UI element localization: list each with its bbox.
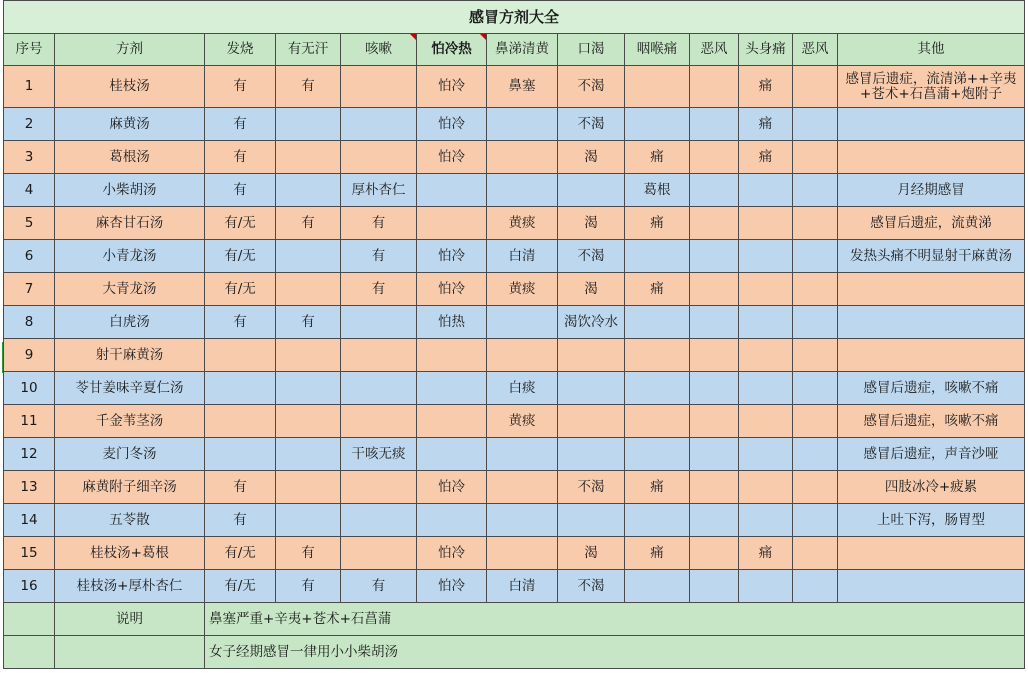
table-cell[interactable]: 四肢冰冷+疲累 xyxy=(838,471,1025,504)
table-cell[interactable] xyxy=(417,207,487,240)
table-cell[interactable]: 痛 xyxy=(625,141,690,174)
table-cell[interactable] xyxy=(487,108,558,141)
table-cell[interactable] xyxy=(625,240,690,273)
table-cell[interactable] xyxy=(793,66,838,108)
table-cell[interactable] xyxy=(487,339,558,372)
table-cell[interactable]: 怕冷 xyxy=(417,240,487,273)
table-cell[interactable] xyxy=(793,405,838,438)
table-cell[interactable] xyxy=(417,339,487,372)
table-cell[interactable] xyxy=(276,141,341,174)
table-cell[interactable]: 麦门冬汤 xyxy=(55,438,205,471)
table-cell[interactable]: 上吐下泻，肠胃型 xyxy=(838,504,1025,537)
table-cell[interactable]: 14 xyxy=(4,504,55,537)
table-cell[interactable] xyxy=(276,471,341,504)
table-cell[interactable]: 痛 xyxy=(739,108,793,141)
table-cell[interactable] xyxy=(487,306,558,339)
header-row xyxy=(4,34,1025,66)
table-cell[interactable] xyxy=(625,405,690,438)
table-cell[interactable] xyxy=(793,240,838,273)
table-cell[interactable] xyxy=(793,141,838,174)
table-cell[interactable] xyxy=(739,174,793,207)
table-cell[interactable]: 渴饮冷水 xyxy=(558,306,625,339)
table-cell[interactable]: 黄痰 xyxy=(487,207,558,240)
table-cell[interactable]: 有 xyxy=(205,108,276,141)
table-cell[interactable] xyxy=(690,438,739,471)
table-cell[interactable] xyxy=(690,570,739,603)
table-cell[interactable] xyxy=(793,570,838,603)
table-cell[interactable]: 有 xyxy=(341,570,417,603)
table-row xyxy=(4,108,1025,141)
table-cell[interactable]: 有 xyxy=(276,66,341,108)
table-cell[interactable]: 1 xyxy=(4,66,55,108)
col-header-other[interactable]: 其他 xyxy=(838,34,1025,66)
table-cell[interactable]: 痛 xyxy=(739,141,793,174)
table-cell[interactable]: 白痰 xyxy=(487,372,558,405)
table-cell[interactable]: 有 xyxy=(205,66,276,108)
table-cell[interactable]: 渴 xyxy=(558,207,625,240)
table-row xyxy=(4,405,1025,438)
table-cell[interactable]: 4 xyxy=(4,174,55,207)
table-cell[interactable]: 11 xyxy=(4,405,55,438)
table-row xyxy=(4,66,1025,108)
table-cell[interactable]: 15 xyxy=(4,537,55,570)
table-cell[interactable] xyxy=(558,438,625,471)
table-cell[interactable] xyxy=(625,306,690,339)
table-cell[interactable] xyxy=(276,438,341,471)
table-cell[interactable] xyxy=(625,372,690,405)
table-cell[interactable]: 干咳无痰 xyxy=(341,438,417,471)
table-cell[interactable] xyxy=(793,504,838,537)
col-header-throat[interactable]: 咽喉痛 xyxy=(625,34,690,66)
table-cell[interactable] xyxy=(739,207,793,240)
table-cell[interactable] xyxy=(341,66,417,108)
table-cell[interactable] xyxy=(487,141,558,174)
table-cell[interactable]: 大青龙汤 xyxy=(55,273,205,306)
table-cell[interactable]: 有 xyxy=(276,306,341,339)
table-cell[interactable] xyxy=(739,471,793,504)
table-cell[interactable]: 桂枝汤+厚朴杏仁 xyxy=(55,570,205,603)
table-cell[interactable]: 痛 xyxy=(625,537,690,570)
table-cell[interactable]: 不渴 xyxy=(558,570,625,603)
table-cell[interactable]: 有 xyxy=(276,537,341,570)
table-row xyxy=(4,537,1025,570)
table-cell[interactable] xyxy=(276,273,341,306)
table-cell[interactable]: 怕冷 xyxy=(417,108,487,141)
table-cell[interactable]: 月经期感冒 xyxy=(838,174,1025,207)
note-line-1[interactable]: 鼻塞严重+辛夷+苍术+石菖蒲 xyxy=(205,603,1025,636)
table-cell[interactable]: 痛 xyxy=(625,273,690,306)
table-cell[interactable] xyxy=(739,306,793,339)
col-header-cough[interactable]: 咳嗽 xyxy=(341,34,417,66)
table-cell[interactable] xyxy=(739,273,793,306)
table-cell[interactable] xyxy=(690,240,739,273)
table-cell[interactable] xyxy=(793,108,838,141)
table-cell[interactable] xyxy=(793,306,838,339)
table-cell[interactable]: 怕冷 xyxy=(417,141,487,174)
table-cell[interactable] xyxy=(625,108,690,141)
table-cell[interactable] xyxy=(690,66,739,108)
table-cell[interactable]: 感冒后遗症，流清涕++辛夷+苍术+石菖蒲+炮附子 xyxy=(838,66,1025,108)
table-row xyxy=(4,471,1025,504)
table-cell[interactable]: 渴 xyxy=(558,537,625,570)
table-cell[interactable] xyxy=(487,504,558,537)
table-cell[interactable] xyxy=(690,273,739,306)
table-cell[interactable] xyxy=(690,108,739,141)
table-cell[interactable]: 有 xyxy=(341,273,417,306)
table-cell[interactable] xyxy=(739,438,793,471)
table-cell[interactable] xyxy=(276,405,341,438)
table-cell[interactable] xyxy=(793,438,838,471)
table-cell[interactable] xyxy=(793,372,838,405)
table-cell[interactable] xyxy=(341,306,417,339)
table-cell[interactable]: 痛 xyxy=(739,537,793,570)
table-cell[interactable]: 有 xyxy=(205,174,276,207)
col-header-wind-aversion-2[interactable]: 恶风 xyxy=(793,34,838,66)
table-cell[interactable]: 发热头痛不明显射干麻黄汤 xyxy=(838,240,1025,273)
table-cell[interactable] xyxy=(838,141,1025,174)
table-cell[interactable]: 射干麻黄汤 xyxy=(55,339,205,372)
table-cell[interactable] xyxy=(793,339,838,372)
table-cell[interactable]: 麻杏甘石汤 xyxy=(55,207,205,240)
table-cell[interactable]: 黄痰 xyxy=(487,405,558,438)
table-cell[interactable]: 厚朴杏仁 xyxy=(341,174,417,207)
table-cell[interactable] xyxy=(793,471,838,504)
table-cell[interactable]: 怕冷 xyxy=(417,537,487,570)
table-cell[interactable]: 16 xyxy=(4,570,55,603)
table-cell[interactable] xyxy=(487,537,558,570)
table-cell[interactable] xyxy=(341,108,417,141)
table-cell[interactable]: 葛根 xyxy=(625,174,690,207)
table-cell[interactable] xyxy=(690,471,739,504)
table-cell[interactable]: 怕热 xyxy=(417,306,487,339)
table-cell[interactable]: 有 xyxy=(205,471,276,504)
table-cell[interactable]: 麻黄附子细辛汤 xyxy=(55,471,205,504)
table-cell[interactable] xyxy=(341,504,417,537)
table-cell[interactable] xyxy=(690,372,739,405)
table-cell[interactable] xyxy=(276,108,341,141)
table-cell[interactable]: 麻黄汤 xyxy=(55,108,205,141)
table-cell[interactable]: 12 xyxy=(4,438,55,471)
table-row xyxy=(4,570,1025,603)
col-header-body-ache[interactable]: 头身痛 xyxy=(739,34,793,66)
table-cell[interactable] xyxy=(625,66,690,108)
table-cell[interactable] xyxy=(838,273,1025,306)
table-cell[interactable]: 有 xyxy=(341,207,417,240)
table-row xyxy=(4,273,1025,306)
table-cell[interactable]: 感冒后遗症，咳嗽不痛 xyxy=(838,405,1025,438)
table-cell[interactable] xyxy=(558,504,625,537)
table-cell[interactable] xyxy=(793,537,838,570)
table-cell[interactable] xyxy=(558,174,625,207)
table-cell[interactable] xyxy=(739,405,793,438)
table-row xyxy=(4,141,1025,174)
table-cell[interactable] xyxy=(55,636,205,669)
col-header-formula[interactable]: 方剂 xyxy=(55,34,205,66)
table-cell[interactable]: 桂枝汤 xyxy=(55,66,205,108)
table-cell[interactable] xyxy=(690,306,739,339)
table-cell[interactable]: 感冒后遗症，流黄涕 xyxy=(838,207,1025,240)
table-cell[interactable]: 13 xyxy=(4,471,55,504)
table-cell[interactable] xyxy=(4,603,55,636)
note-row xyxy=(4,603,1025,636)
table-cell[interactable]: 9 xyxy=(4,339,55,372)
table-cell[interactable]: 小柴胡汤 xyxy=(55,174,205,207)
table-cell[interactable]: 有/无 xyxy=(205,570,276,603)
table-cell[interactable]: 千金苇茎汤 xyxy=(55,405,205,438)
table-cell[interactable] xyxy=(276,174,341,207)
table-cell[interactable]: 白清 xyxy=(487,570,558,603)
table-cell[interactable] xyxy=(558,405,625,438)
table-cell[interactable] xyxy=(341,339,417,372)
col-header-thirst[interactable]: 口渴 xyxy=(558,34,625,66)
table-cell[interactable]: 痛 xyxy=(625,471,690,504)
table-cell[interactable] xyxy=(625,570,690,603)
table-cell[interactable] xyxy=(341,471,417,504)
note-row xyxy=(4,636,1025,669)
table-cell[interactable] xyxy=(690,339,739,372)
table-cell[interactable] xyxy=(739,240,793,273)
table-cell[interactable] xyxy=(417,372,487,405)
table-cell[interactable]: 有/无 xyxy=(205,537,276,570)
table-cell[interactable] xyxy=(487,438,558,471)
table-cell[interactable] xyxy=(487,471,558,504)
table-cell[interactable] xyxy=(205,438,276,471)
table-cell[interactable]: 有 xyxy=(276,570,341,603)
table-row xyxy=(4,339,1025,372)
table-cell[interactable] xyxy=(690,504,739,537)
table-cell[interactable] xyxy=(205,405,276,438)
table-cell[interactable] xyxy=(838,339,1025,372)
table-cell[interactable] xyxy=(838,306,1025,339)
table-cell[interactable] xyxy=(838,570,1025,603)
table-cell[interactable] xyxy=(417,405,487,438)
table-row xyxy=(4,306,1025,339)
table-cell[interactable] xyxy=(793,273,838,306)
table-cell[interactable]: 渴 xyxy=(558,141,625,174)
table-cell[interactable]: 小青龙汤 xyxy=(55,240,205,273)
table-cell[interactable] xyxy=(625,504,690,537)
table-row xyxy=(4,372,1025,405)
table-cell[interactable]: 桂枝汤+葛根 xyxy=(55,537,205,570)
table-cell[interactable]: 有 xyxy=(341,240,417,273)
table-cell[interactable]: 五苓散 xyxy=(55,504,205,537)
table-cell[interactable]: 有/无 xyxy=(205,273,276,306)
table-cell[interactable]: 不渴 xyxy=(558,471,625,504)
table-cell[interactable] xyxy=(793,207,838,240)
remedy-table xyxy=(3,0,1025,669)
table-cell[interactable] xyxy=(690,207,739,240)
col-header-fever[interactable]: 发烧 xyxy=(205,34,276,66)
table-cell[interactable]: 不渴 xyxy=(558,108,625,141)
table-cell[interactable] xyxy=(276,240,341,273)
table-cell[interactable] xyxy=(739,504,793,537)
table-cell[interactable]: 有 xyxy=(205,141,276,174)
col-header-cold-heat[interactable]: 怕冷热 xyxy=(417,34,487,66)
table-row xyxy=(4,174,1025,207)
table-cell[interactable] xyxy=(417,438,487,471)
table-cell[interactable]: 痛 xyxy=(739,66,793,108)
table-cell[interactable] xyxy=(690,405,739,438)
table-row xyxy=(4,240,1025,273)
table-cell[interactable]: 有/无 xyxy=(205,240,276,273)
table-cell[interactable]: 怕冷 xyxy=(417,66,487,108)
table-cell[interactable] xyxy=(276,372,341,405)
sheet-title[interactable]: 感冒方剂大全 xyxy=(4,1,1025,34)
table-cell[interactable]: 感冒后遗症，声音沙哑 xyxy=(838,438,1025,471)
table-cell[interactable] xyxy=(205,372,276,405)
table-cell[interactable]: 感冒后遗症，咳嗽不痛 xyxy=(838,372,1025,405)
table-cell[interactable] xyxy=(690,141,739,174)
table-cell[interactable]: 8 xyxy=(4,306,55,339)
table-cell[interactable]: 白虎汤 xyxy=(55,306,205,339)
table-cell[interactable] xyxy=(838,108,1025,141)
table-cell[interactable]: 7 xyxy=(4,273,55,306)
table-cell[interactable] xyxy=(625,438,690,471)
table-cell[interactable] xyxy=(4,636,55,669)
table-cell[interactable] xyxy=(417,174,487,207)
table-cell[interactable]: 苓甘姜味辛夏仁汤 xyxy=(55,372,205,405)
table-cell[interactable]: 有/无 xyxy=(205,207,276,240)
note-label[interactable]: 说明 xyxy=(55,603,205,636)
table-cell[interactable]: 5 xyxy=(4,207,55,240)
col-header-index[interactable]: 序号 xyxy=(4,34,55,66)
table-cell[interactable]: 3 xyxy=(4,141,55,174)
table-cell[interactable]: 有 xyxy=(205,504,276,537)
table-cell[interactable] xyxy=(417,504,487,537)
note-line-2[interactable]: 女子经期感冒一律用小小柴胡汤 xyxy=(205,636,1025,669)
table-cell[interactable] xyxy=(341,372,417,405)
table-cell[interactable]: 2 xyxy=(4,108,55,141)
table-row xyxy=(4,438,1025,471)
table-cell[interactable]: 怕冷 xyxy=(417,273,487,306)
table-cell[interactable]: 不渴 xyxy=(558,66,625,108)
table-cell[interactable] xyxy=(341,537,417,570)
table-cell[interactable] xyxy=(276,339,341,372)
table-cell[interactable]: 不渴 xyxy=(558,240,625,273)
table-cell[interactable] xyxy=(690,537,739,570)
col-header-mucus[interactable]: 鼻涕清黄 xyxy=(487,34,558,66)
table-cell[interactable] xyxy=(838,537,1025,570)
table-cell[interactable] xyxy=(739,339,793,372)
table-cell[interactable]: 怕冷 xyxy=(417,570,487,603)
table-cell[interactable] xyxy=(739,372,793,405)
table-cell[interactable] xyxy=(558,339,625,372)
table-cell[interactable] xyxy=(793,174,838,207)
table-cell[interactable]: 白清 xyxy=(487,240,558,273)
table-cell[interactable] xyxy=(625,339,690,372)
table-row xyxy=(4,504,1025,537)
table-cell[interactable] xyxy=(487,174,558,207)
table-cell[interactable] xyxy=(739,570,793,603)
table-cell[interactable]: 黄痰 xyxy=(487,273,558,306)
table-cell[interactable]: 葛根汤 xyxy=(55,141,205,174)
table-cell[interactable]: 怕冷 xyxy=(417,471,487,504)
table-cell[interactable]: 10 xyxy=(4,372,55,405)
table-cell[interactable]: 痛 xyxy=(625,207,690,240)
table-row xyxy=(4,207,1025,240)
table-cell[interactable] xyxy=(690,174,739,207)
col-header-wind-aversion[interactable]: 恶风 xyxy=(690,34,739,66)
table-cell[interactable]: 6 xyxy=(4,240,55,273)
table-cell[interactable]: 渴 xyxy=(558,273,625,306)
table-cell[interactable]: 鼻塞 xyxy=(487,66,558,108)
table-cell[interactable] xyxy=(276,504,341,537)
table-cell[interactable] xyxy=(341,141,417,174)
table-cell[interactable] xyxy=(205,339,276,372)
table-cell[interactable] xyxy=(341,405,417,438)
table-cell[interactable]: 有 xyxy=(276,207,341,240)
table-cell[interactable]: 有 xyxy=(205,306,276,339)
table-cell[interactable] xyxy=(558,372,625,405)
col-header-sweat[interactable]: 有无汗 xyxy=(276,34,341,66)
